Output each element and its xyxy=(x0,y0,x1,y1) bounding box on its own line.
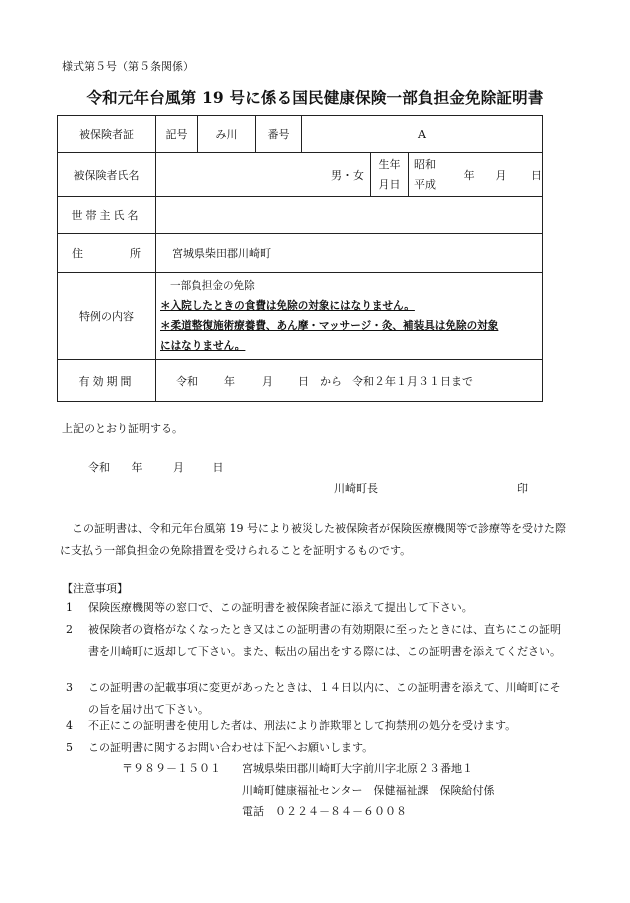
address-field xyxy=(156,234,543,273)
row-household-head xyxy=(58,197,543,234)
note-text: この証明書の記載事項に変更があったときは、１４日以内に、この証明書を添えて、川崎町にその旨を届け出て下さい。 xyxy=(88,681,561,716)
number-value: A xyxy=(302,116,543,153)
insurance-card-label: 被保険者証 xyxy=(58,116,156,153)
contact-phone: 電話 ０２２４－８４－６００８ xyxy=(242,805,407,818)
era-heisei: 平成 xyxy=(414,177,436,191)
certification-statement: 上記のとおり証明する。 xyxy=(62,422,183,435)
contact-office: 川崎町健康福祉センター 保健福祉課 保険給付係 xyxy=(242,783,495,797)
issue-date xyxy=(88,459,224,475)
birth-label-line1: 生年 xyxy=(378,157,401,171)
gender-options: 男・女 xyxy=(331,168,364,182)
insured-name-label: 被保険者氏名 xyxy=(58,153,156,197)
birth-year-unit: 年 xyxy=(463,168,475,182)
address-label-char2: 所 xyxy=(130,247,141,260)
birth-label-line2: 月日 xyxy=(378,177,401,191)
seal-mark: 印 xyxy=(517,482,528,495)
number-label: 番号 xyxy=(256,116,302,153)
note-number: 3 xyxy=(66,681,73,694)
validity-from-to: から xyxy=(320,374,342,388)
birth-month-unit: 月 xyxy=(495,168,507,182)
special-line-exemption: 一部負担金の免除 xyxy=(170,280,255,292)
validity-era: 令和 xyxy=(176,374,198,388)
form-number-label: 様式第５号（第５条関係） xyxy=(62,60,194,73)
address-label xyxy=(58,234,156,273)
validity-label: 有効期間 xyxy=(58,360,156,402)
note-number: 4 xyxy=(66,719,73,732)
note-item xyxy=(66,677,571,720)
special-provision-field xyxy=(156,273,543,360)
address-value: 宮城県柴田郡川崎町 xyxy=(172,247,271,260)
row-validity xyxy=(58,360,543,402)
row-special-provision xyxy=(58,273,543,360)
special-provision-label: 特例の内容 xyxy=(58,273,156,360)
validity-month-unit: 月 xyxy=(262,374,273,388)
validity-day-unit: 日 xyxy=(298,374,309,388)
contact-block xyxy=(122,758,495,823)
validity-field xyxy=(156,360,543,402)
issue-month: 月 xyxy=(173,461,184,474)
birthdate-label xyxy=(371,153,409,197)
row-insurance-card xyxy=(58,116,543,153)
issue-year: 年 xyxy=(131,461,143,474)
mayor-title: 川崎町長 xyxy=(334,482,378,495)
symbol-value: み川 xyxy=(198,116,256,153)
note-text: 被保険者の資格がなくなったとき又はこの証明書の有効期限に至ったときには、直ちにこの証明書を川崎町に返却して下さい。また、転出の届出をする際には、この証明書を添えてください。 xyxy=(88,623,561,658)
row-insured-name xyxy=(58,153,543,197)
note-number: 5 xyxy=(66,741,73,754)
contact-address: 宮城県柴田郡川崎町大字前川字北原２３番地１ xyxy=(242,762,473,775)
issue-era: 令和 xyxy=(88,461,110,474)
note-item xyxy=(66,619,571,662)
validity-year-unit: 年 xyxy=(224,374,235,388)
row-address xyxy=(58,234,543,273)
birthdate-field xyxy=(409,153,543,197)
era-showa: 昭和 xyxy=(414,157,436,171)
household-head-field xyxy=(156,197,543,234)
special-line-judo-cont: にはなりません。 xyxy=(160,340,246,352)
issue-day: 日 xyxy=(212,461,224,474)
purpose-paragraph: この証明書は、令和元年台風第 19 号により被災した被保険者が保険医療機関等で診療等を受けた際に支払う一部負担金の免除措置を受けられることを証明するものです。 xyxy=(60,522,566,557)
note-text: この証明書に関するお問い合わせは下記へお願いします。 xyxy=(88,741,374,754)
certificate-table xyxy=(57,115,543,402)
note-text: 不正にこの証明書を使用した者は、刑法により詐欺罪として拘禁刑の処分を受けます。 xyxy=(88,719,517,732)
note-number: 2 xyxy=(66,623,73,636)
validity-end-date: 令和２年１月３１日まで xyxy=(352,374,473,388)
document-title: 令和元年台風第 19 号に係る国民健康保険一部負担金免除証明書 xyxy=(86,88,544,107)
note-item xyxy=(66,715,571,737)
address-label-char1: 住 xyxy=(72,247,83,260)
notes-heading: 【注意事項】 xyxy=(62,582,128,595)
note-number: 1 xyxy=(66,601,73,614)
contact-postal-code: 〒９８９－１５０１ xyxy=(122,762,221,775)
household-head-label: 世帯主氏名 xyxy=(58,197,156,234)
special-line-meals: ＊入院したときの食費は免除の対象にはなりません。 xyxy=(160,300,415,312)
note-text: 保険医療機関等の窓口で、この証明書を被保険者証に添えて提出して下さい。 xyxy=(88,601,473,614)
symbol-label: 記号 xyxy=(156,116,198,153)
note-item xyxy=(66,737,571,759)
birth-day-unit: 日 xyxy=(531,168,542,182)
insured-name-field xyxy=(156,153,371,197)
special-line-judo: ＊柔道整復施術療養費、あん摩・マッサージ・灸、補装具は免除の対象 xyxy=(160,320,499,332)
note-item xyxy=(66,597,571,619)
